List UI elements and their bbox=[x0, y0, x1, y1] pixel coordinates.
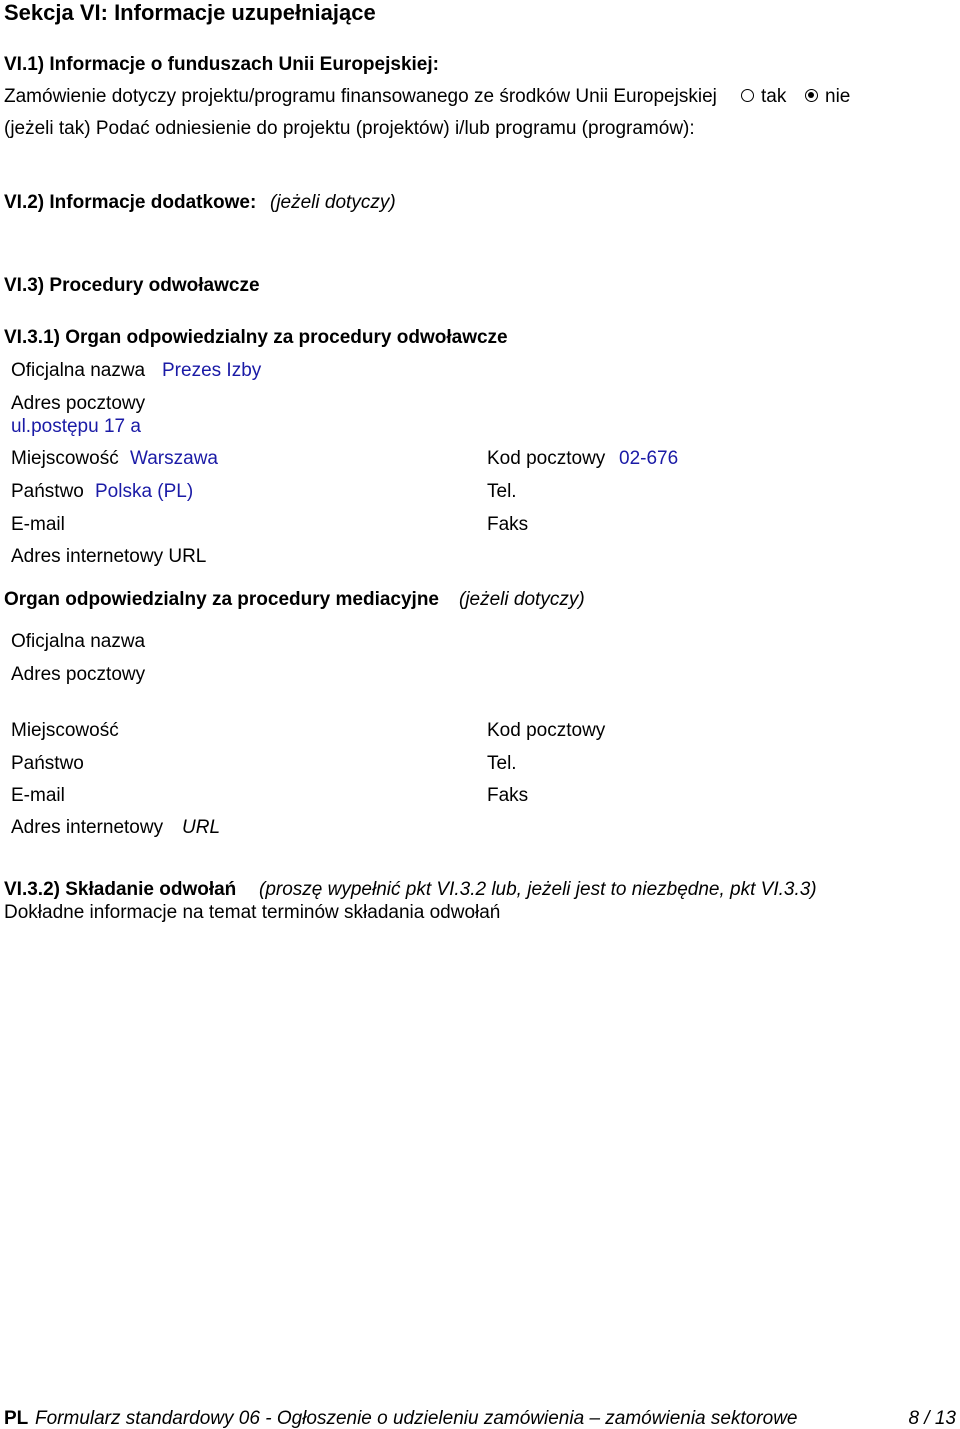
vi1-heading: VI.1) Informacje o funduszach Unii Europejskiej: bbox=[4, 54, 439, 75]
vi2-note: (jeżeli dotyczy) bbox=[270, 192, 396, 213]
organ-country-label: Państwo bbox=[11, 481, 84, 502]
organ-country-value: Polska (PL) bbox=[95, 481, 194, 502]
vi2-heading: VI.2) Informacje dodatkowe: bbox=[4, 192, 257, 213]
organ-tel-label: Tel. bbox=[487, 481, 517, 502]
mediation-url-label: Adres internetowy bbox=[11, 817, 164, 838]
mediation-note: (jeżeli dotyczy) bbox=[459, 589, 585, 610]
eu-funds-question: Zamówienie dotyczy projektu/programu finansowanego ze środków Unii Europejskiej bbox=[4, 86, 717, 107]
footer-page-number: 8 / 13 bbox=[908, 1408, 956, 1429]
mediation-postal-label: Kod pocztowy bbox=[487, 720, 606, 741]
organ-city-label: Miejscowość bbox=[11, 448, 119, 469]
mediation-url-suffix: URL bbox=[182, 817, 221, 838]
appeals-heading: VI.3.2) Składanie odwołań bbox=[4, 879, 237, 900]
organ-city-value: Warszawa bbox=[130, 448, 218, 469]
mediation-address-label: Adres pocztowy bbox=[11, 664, 146, 685]
organ-name-label: Oficjalna nazwa bbox=[11, 360, 146, 381]
organ-address-value: ul.postępu 17 a bbox=[11, 416, 141, 437]
mediation-email-label: E-mail bbox=[11, 785, 65, 806]
organ-name-value: Prezes Izby bbox=[162, 360, 262, 381]
organ-email-label: E-mail bbox=[11, 514, 65, 535]
mediation-fax-label: Faks bbox=[487, 785, 529, 806]
footer-lang: PL bbox=[4, 1408, 29, 1429]
appeals-details-label: Dokładne informacje na temat terminów składania odwołań bbox=[4, 902, 501, 923]
mediation-country-label: Państwo bbox=[11, 753, 84, 774]
mediation-name-label: Oficjalna nazwa bbox=[11, 631, 146, 652]
section-title: Sekcja VI: Informacje uzupełniające bbox=[4, 0, 376, 25]
footer-form-title: Formularz standardowy 06 - Ogłoszenie o udzieleniu zamówienia – zamówienia sektorowe bbox=[35, 1408, 798, 1429]
organ-url-label: Adres internetowy URL bbox=[11, 546, 207, 567]
organ-postal-label: Kod pocztowy bbox=[487, 448, 606, 469]
organ-address-label: Adres pocztowy bbox=[11, 393, 146, 414]
organ-postal-value: 02-676 bbox=[619, 448, 679, 469]
radio-no[interactable] bbox=[805, 89, 818, 102]
mediation-city-label: Miejscowość bbox=[11, 720, 119, 741]
mediation-heading: Organ odpowiedzialny za procedury mediacyjne bbox=[4, 589, 439, 610]
radio-no-label: nie bbox=[825, 86, 851, 107]
organ-fax-label: Faks bbox=[487, 514, 529, 535]
appeals-note: (proszę wypełnić pkt VI.3.2 lub, jeżeli jest to niezbędne, pkt VI.3.3) bbox=[259, 879, 817, 900]
vi31-heading: VI.3.1) Organ odpowiedzialny za procedury odwoławcze bbox=[4, 327, 508, 348]
mediation-tel-label: Tel. bbox=[487, 753, 517, 774]
eu-project-reference-label: (jeżeli tak) Podać odniesienie do projektu (projektów) i/lub programu (programów): bbox=[4, 118, 695, 139]
radio-yes[interactable] bbox=[741, 89, 754, 102]
vi3-heading: VI.3) Procedury odwoławcze bbox=[4, 275, 260, 296]
radio-yes-label: tak bbox=[761, 86, 787, 107]
